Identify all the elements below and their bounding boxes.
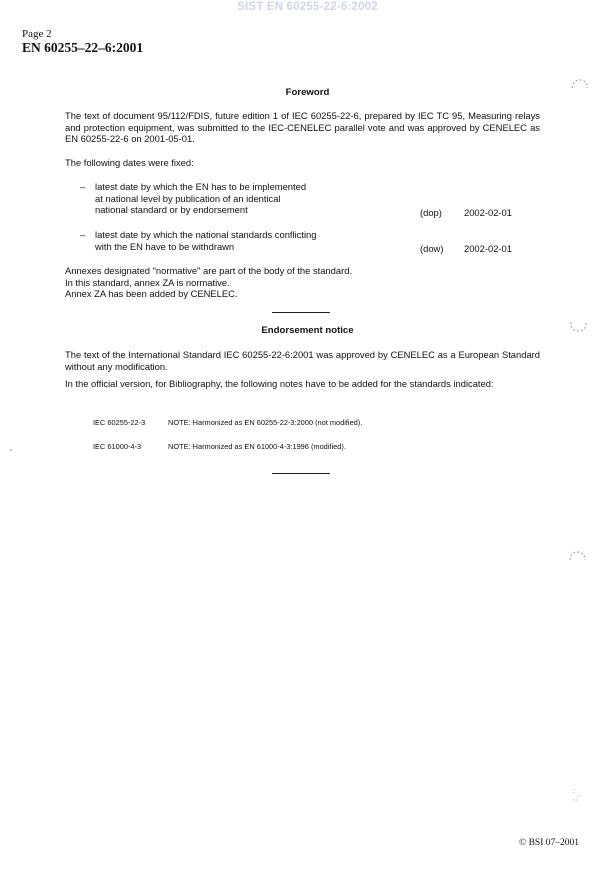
scan-speck bbox=[8, 446, 14, 454]
punch-hole-mark bbox=[566, 548, 590, 570]
date-value: 2002-02-01 bbox=[464, 243, 512, 254]
foreword-intro-paragraph: The text of document 95/112/FDIS, future edition 1 of IEC 60255-22-6, prepared by IEC TC 95, Measuring relays and protection equipment, was submitted to the IEC-CENELEC parallel vote and was approved by CENELEC as EN 60255-22-6 on 2001-05-01. bbox=[65, 110, 540, 145]
harmonization-note: NOTE: Harmonized as EN 60255-22-3:2000 (not modified). bbox=[168, 418, 363, 427]
date-code: (dow) bbox=[420, 243, 444, 254]
date-item-line: latest date by which the EN has to be implemented bbox=[95, 181, 307, 192]
annex-line: Annexes designated "normative" are part of the body of the standard. bbox=[65, 265, 353, 276]
date-item-line: with the EN have to be withdrawn bbox=[95, 240, 235, 252]
standard-reference: IEC 61000-4-3 bbox=[93, 442, 142, 451]
document-identifier: EN 60255–22–6:2001 bbox=[22, 40, 144, 55]
date-item-description bbox=[95, 229, 345, 252]
endorsement-heading: Endorsement notice bbox=[261, 325, 354, 336]
list-dash: – bbox=[80, 181, 86, 192]
harmonization-note: NOTE: Harmonized as EN 61000-4-3:1996 (modified). bbox=[168, 442, 346, 451]
endorsement-paragraph: The text of the International Standard IEC 60255-22-6:2001 was approved by CENELEC as a European Standard without any modification. bbox=[65, 349, 540, 372]
date-item-line: latest date by which the national standards conflicting bbox=[95, 229, 317, 240]
section-divider bbox=[272, 473, 330, 474]
punch-hole-mark bbox=[568, 76, 592, 96]
punch-hole-mark bbox=[568, 786, 586, 806]
annex-notes bbox=[65, 265, 540, 300]
annex-line: In this standard, annex ZA is normative. bbox=[65, 276, 230, 288]
section-divider bbox=[272, 312, 330, 313]
foreword-heading: Foreword bbox=[285, 87, 330, 98]
date-item-dow bbox=[80, 229, 530, 253]
date-item-line: at national level by publication of an identical bbox=[95, 192, 281, 204]
page-number: Page 2 bbox=[22, 28, 52, 40]
date-value: 2002-02-01 bbox=[464, 207, 512, 218]
punch-hole-mark bbox=[566, 313, 592, 335]
copyright-notice: © BSI 07–2001 bbox=[518, 838, 579, 848]
standard-reference: IEC 60255-22-3 bbox=[93, 418, 146, 427]
date-item-line: national standard or by endorsement bbox=[95, 204, 248, 216]
date-item-dop bbox=[80, 181, 530, 217]
bibliography-paragraph: In the official version, for Bibliography, the following notes have to be added for the standards indicated: bbox=[65, 378, 494, 389]
annex-line: Annex ZA has been added by CENELEC. bbox=[65, 288, 238, 300]
date-code: (dop) bbox=[420, 207, 442, 218]
date-item-description bbox=[95, 181, 345, 216]
list-dash: – bbox=[80, 229, 86, 240]
watermark-title: SIST EN 60255-22-6:2002 bbox=[237, 1, 378, 13]
dates-intro-text: The following dates were fixed: bbox=[65, 157, 194, 168]
